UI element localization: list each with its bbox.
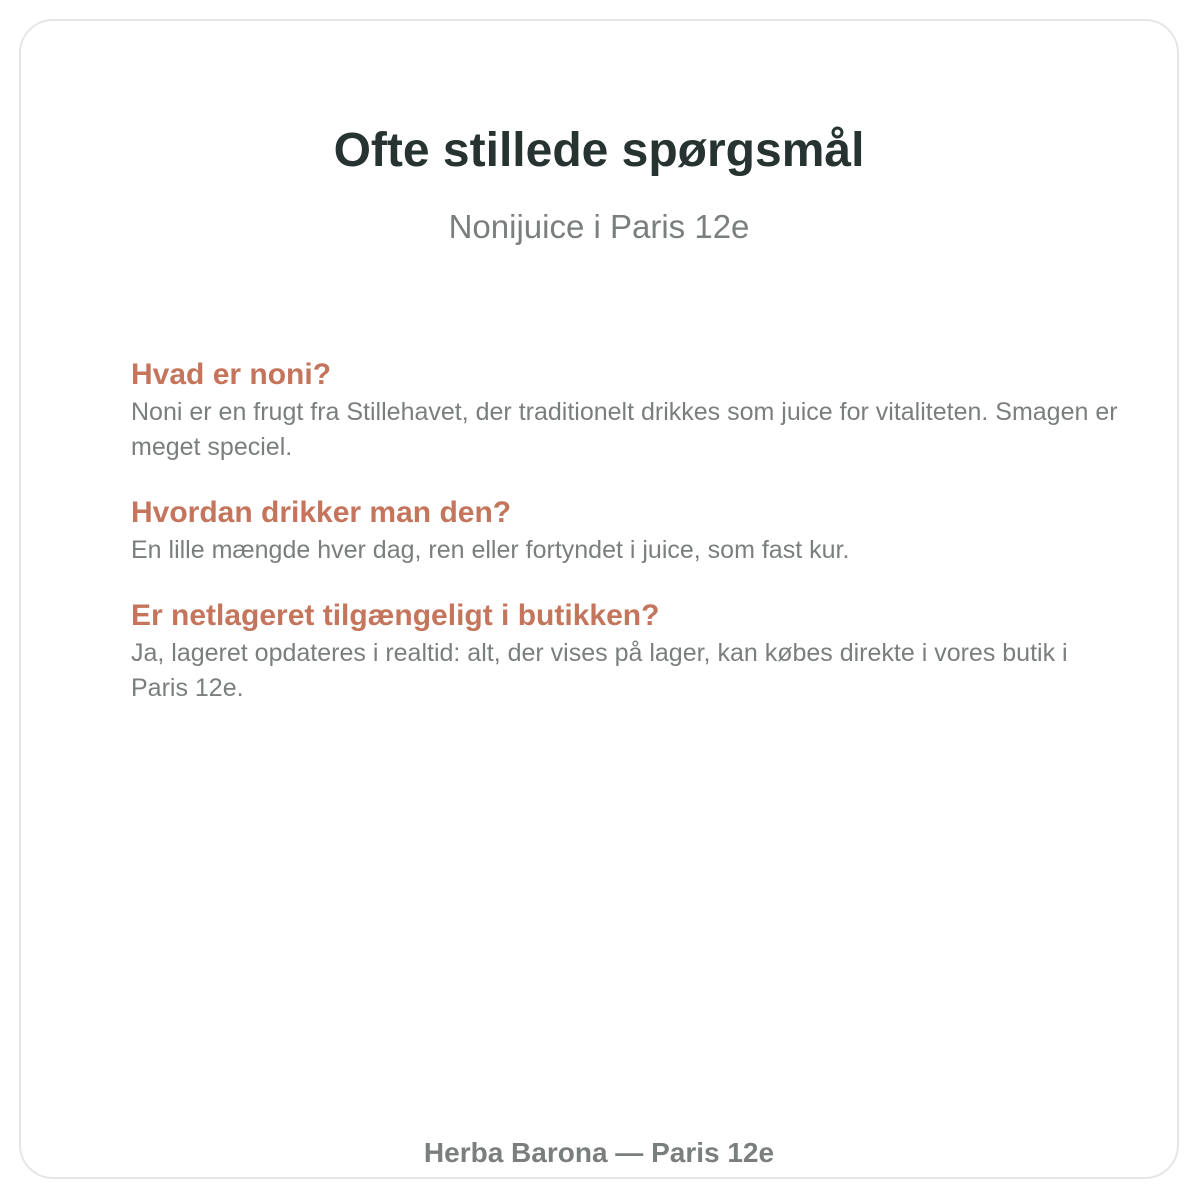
faq-card	[19, 19, 1179, 1179]
page-subtitle: Nonijuice i Paris 12e	[448, 208, 750, 245]
footer-brand: Herba Barona — Paris 12e	[423, 1137, 775, 1168]
faq-answer: Ja, lageret opdateres i realtid: alt, der vises på lager, kan købes direkte i vores butik i Paris 12e.	[131, 639, 1068, 702]
faq-question: Hvad er noni?	[131, 358, 332, 391]
faq-question: Hvordan drikker man den?	[131, 496, 512, 529]
faq-item	[131, 493, 1121, 568]
faq-answer: En lille mængde hver dag, ren eller fortyndet i juice, som fast kur.	[131, 536, 850, 564]
faq-item	[131, 596, 1121, 706]
faq-item	[131, 355, 1121, 465]
faq-list	[131, 355, 1121, 734]
faq-question: Er netlageret tilgængeligt i butikken?	[131, 599, 660, 632]
faq-answer: Noni er en frugt fra Stillehavet, der traditionelt drikkes som juice for vitaliteten. Smagen er meget speciel.	[131, 398, 1118, 461]
page-title: Ofte stillede spørgsmål	[333, 124, 865, 177]
